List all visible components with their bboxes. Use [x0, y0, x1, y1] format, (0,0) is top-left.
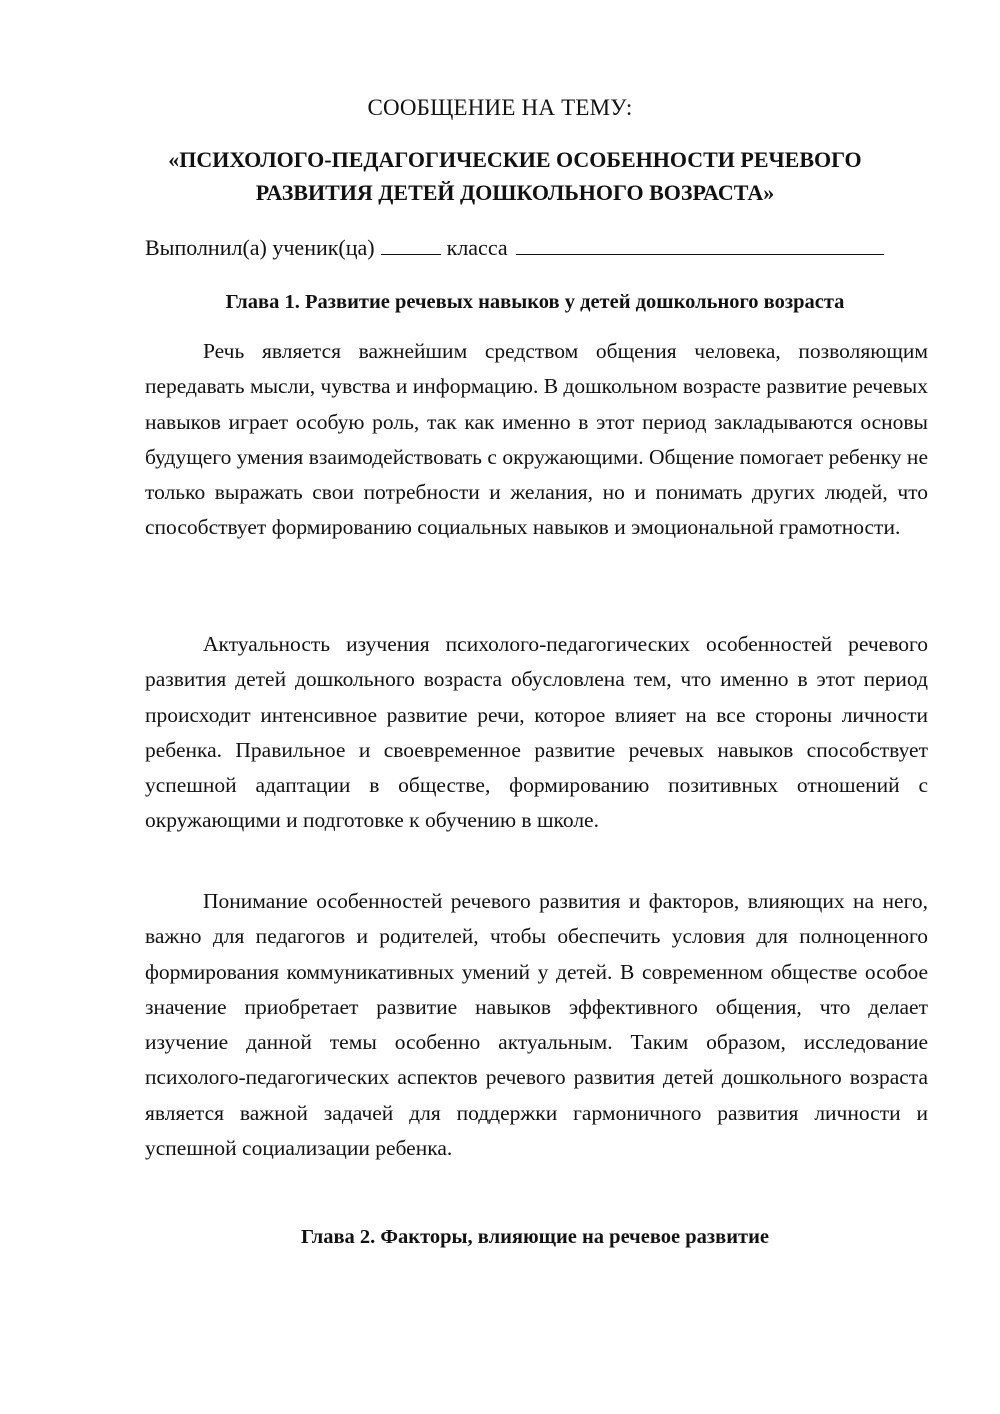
report-type-heading: СООБЩЕНИЕ НА ТЕМУ: — [367, 95, 633, 120]
report-title-line-2: РАЗВИТИЯ ДЕТЕЙ ДОШКОЛЬНОГО ВОЗРАСТА» — [255, 180, 775, 205]
author-line — [145, 232, 884, 261]
student-name-blank — [516, 232, 884, 255]
report-title — [0, 143, 1000, 209]
chapter-1-heading: Глава 1. Развитие речевых навыков у детей дошкольного возраста — [225, 291, 845, 313]
chapter-1-paragraph-2: Актуальность изучения психолого-педагогических особенностей речевого развития детей дошкольного возраста обусловлена тем, что именно в этот период происходит интенсивное развитие речи, которое влияет на все стороны личности ребенка. Правильное и своевременное развитие речевых навыков способствует успешной адаптации в обществе, формированию позитивных отношений с окружающими и подготовке к обучению в школе. — [145, 632, 928, 833]
report-title-line-1: «ПСИХОЛОГО-ПЕДАГОГИЧЕСКИЕ ОСОБЕННОСТИ РЕЧЕВОГО — [168, 147, 862, 172]
chapter-2-heading: Глава 2. Факторы, влияющие на речевое развитие — [300, 1226, 769, 1248]
class-label: класса — [446, 235, 508, 260]
author-prefix: Выполнил(а) ученик(ца) — [145, 235, 375, 260]
chapter-1-paragraph-3: Понимание особенностей речевого развития и факторов, влияющих на него, важно для педагогов и родителей, чтобы обеспечить условия для полноценного формирования коммуникативных умений у детей. В современном обществе особое значение приобретает развитие навыков эффективного общения, что делает изучение данной темы особенно актуальным. Таким образом, исследование психолого-педагогических аспектов речевого развития детей дошкольного возраста является важной задачей для поддержки гармоничного развития личности и успешной социализации ребенка. — [145, 889, 928, 1161]
chapter-1-paragraph-1: Речь является важнейшим средством общения человека, позволяющим передавать мысли, чувства и информацию. В дошкольном возрасте развитие речевых навыков играет особую роль, так как именно в этот период закладываются основы будущего умения взаимодействовать с окружающими. Общение помогает ребенку не только выражать свои потребности и желания, но и понимать других людей, что способствует формированию социальных навыков и эмоциональной грамотности. — [145, 339, 928, 540]
class-number-blank — [381, 232, 441, 255]
